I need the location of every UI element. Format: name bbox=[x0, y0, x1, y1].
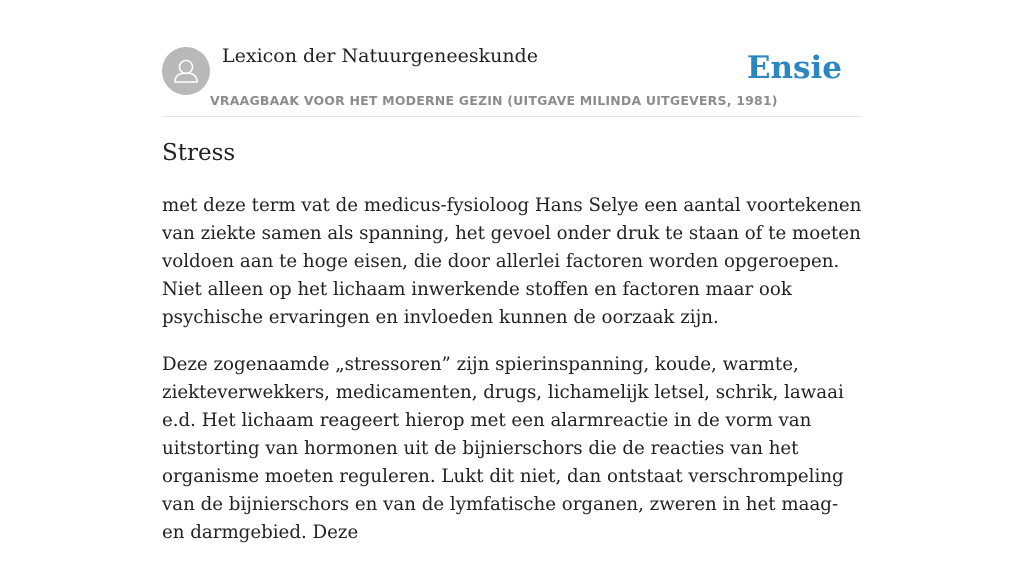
brand-logo[interactable]: Ensie bbox=[746, 50, 842, 86]
user-icon bbox=[162, 47, 210, 95]
content-container bbox=[162, 0, 862, 543]
avatar[interactable] bbox=[162, 47, 210, 95]
entry-title: Stress bbox=[162, 140, 236, 166]
body-paragraph: met deze term vat de medicus-fysioloog Hans Selye een aantal voortekenen van ziekte samen als spanning, het gevoel onder druk te staan of te moeten voldoen aan te hoge eisen, die door allerlei factoren worden opgeroepen. Niet alleen op het lichaam inwerkende stoffen en factoren maar ook psychische ervaringen en invloeden kunnen de oorzaak zijn. bbox=[162, 195, 862, 328]
entry-body bbox=[162, 192, 866, 566]
header bbox=[162, 0, 862, 117]
book-subtitle: VRAAGBAAK VOOR HET MODERNE GEZIN (UITGAVE MILINDA UITGEVERS, 1981) bbox=[210, 93, 778, 108]
book-title[interactable]: Lexicon der Natuurgeneeskunde bbox=[222, 45, 538, 67]
body-paragraph: Deze zogenaamde „stressoren” zijn spierinspanning, koude, warmte, ziekteverwekkers, medicamenten, drugs, lichamelijk letsel, schrik, lawaai e.d. Het lichaam reageert hierop met een alarmreactie in de vorm van uitstorting van hormonen uit de bijnierschors die de reacties van het organisme moeten reguleren. Lukt dit niet, dan ontstaat verschrompeling van de bijnierschors en van de lymfatische organen, zweren in het maag- en darmgebied. Deze bbox=[162, 354, 844, 543]
